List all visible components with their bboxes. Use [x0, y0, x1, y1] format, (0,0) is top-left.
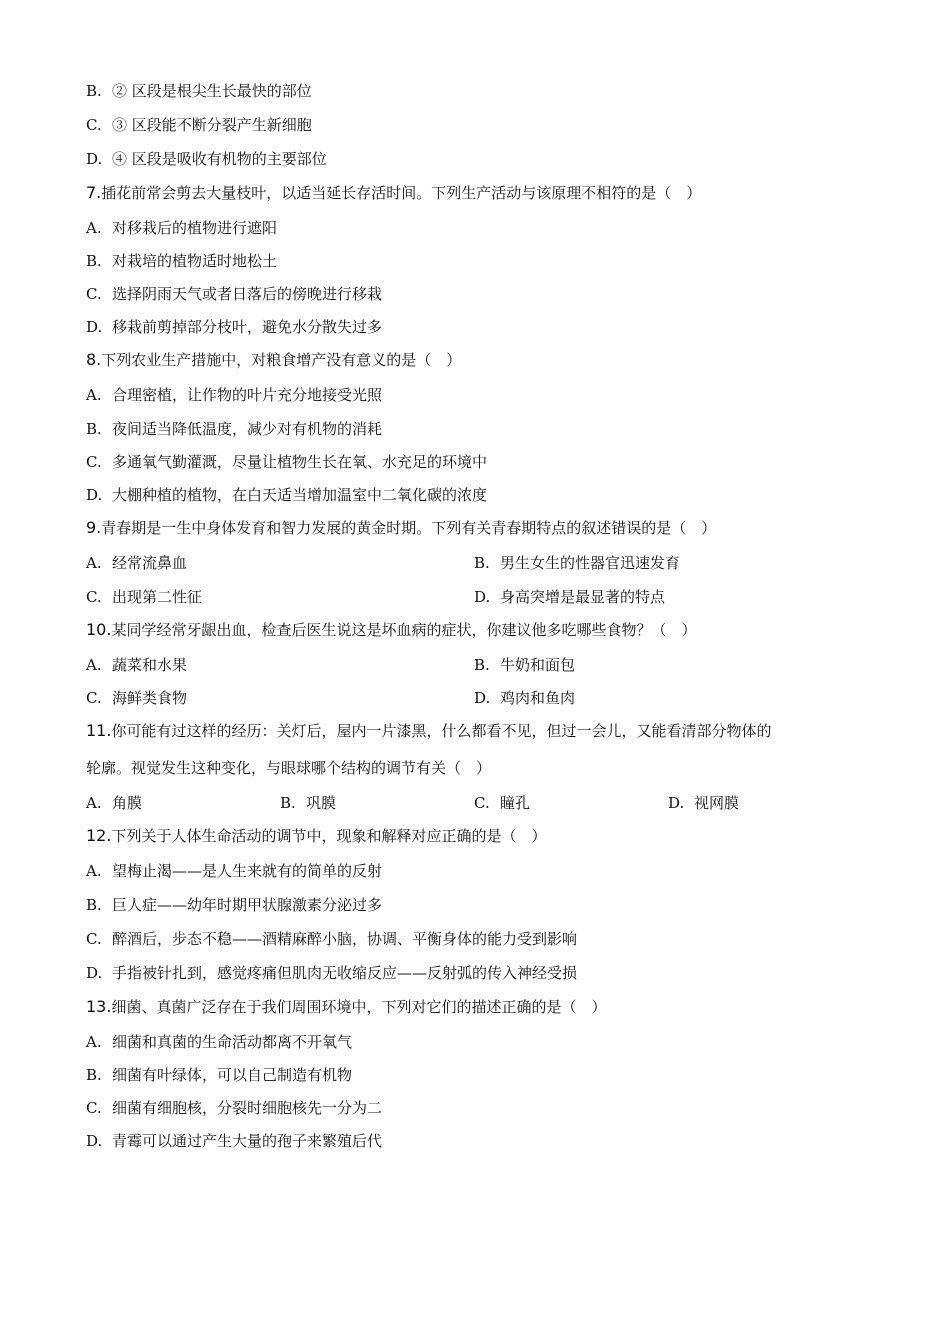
question-9-stem: [86, 518, 716, 538]
option-text: ④ 区段是吸收有机物的主要部位: [112, 150, 327, 168]
question-13-stem: [86, 997, 606, 1017]
option-letter: D.: [86, 486, 103, 504]
option-11c: [474, 793, 530, 813]
option-text: 细菌有细胞核，分裂时细胞核先一分为二: [112, 1099, 383, 1117]
option-text: 选择阴雨天气或者日落后的傍晚进行移栽: [112, 285, 383, 303]
question-number: 7.: [86, 183, 102, 202]
option-text: 身高突增是最显著的特点: [500, 588, 666, 606]
option-letter: D.: [86, 150, 103, 168]
option-12b: [86, 895, 382, 915]
question-11-stem-continued: [86, 758, 491, 778]
option-8b: [86, 419, 382, 439]
option-text: 合理密植，让作物的叶片充分地接受光照: [112, 386, 383, 404]
option-letter: B.: [474, 656, 490, 674]
option-letter: B.: [86, 252, 102, 270]
option-letter: B.: [280, 794, 296, 812]
question-number: 9.: [86, 518, 102, 537]
option-letter: C.: [86, 588, 102, 606]
option-text: 望梅止渴——是人生来就有的简单的反射: [112, 862, 383, 880]
option-10b: [474, 655, 575, 675]
option-letter: D.: [86, 318, 103, 336]
option-10c: [86, 688, 187, 708]
option-letter: B.: [474, 554, 490, 572]
option-letter: A.: [86, 656, 102, 674]
question-number: 12.: [86, 826, 112, 845]
option-text: 鸡肉和鱼肉: [500, 689, 576, 707]
question-text: 插花前常会剪去大量枝叶，以适当延长存活时间。下列生产活动与该原理不相符的是（ ）: [101, 184, 702, 202]
option-13d: [86, 1131, 382, 1151]
option-13b: [86, 1065, 352, 1085]
question-number: 8.: [86, 350, 102, 369]
option-9b: [474, 553, 680, 573]
option-6d: [86, 149, 327, 169]
question-text: 你可能有过这样的经历：关灯后，屋内一片漆黑，什么都看不见，但过一会儿，又能看清部分物体的: [111, 722, 772, 740]
question-12-stem: [86, 826, 546, 846]
option-letter: A.: [86, 554, 102, 572]
option-letter: A.: [86, 1033, 102, 1051]
option-letter: B.: [86, 82, 102, 100]
option-7a: [86, 218, 277, 238]
question-10-stem: [86, 620, 696, 640]
option-12c: [86, 929, 577, 949]
option-letter: C.: [86, 453, 102, 471]
option-9d: [474, 587, 665, 607]
option-12d: [86, 963, 577, 983]
option-text: 手指被针扎到，感觉疼痛但肌肉无收缩反应——反射弧的传入神经受损: [112, 964, 578, 982]
option-7b: [86, 251, 277, 271]
option-8c: [86, 452, 487, 472]
option-text: 对栽培的植物适时地松土: [112, 252, 278, 270]
option-text: 细菌和真菌的生命活动都离不开氧气: [112, 1033, 353, 1051]
option-text: 角膜: [112, 794, 143, 812]
option-9c: [86, 587, 202, 607]
option-text: 巨人症——幼年时期甲状腺激素分泌过多: [112, 896, 383, 914]
option-text: 青霉可以通过产生大量的孢子来繁殖后代: [112, 1132, 383, 1150]
option-7d: [86, 317, 382, 337]
option-text: 移栽前剪掉部分枝叶，避免水分散失过多: [112, 318, 383, 336]
option-11a: [86, 793, 142, 813]
option-8d: [86, 485, 487, 505]
option-text: 巩膜: [306, 794, 337, 812]
question-text: 下列农业生产措施中，对粮食增产没有意义的是（ ）: [101, 351, 462, 369]
option-letter: B.: [86, 1066, 102, 1084]
question-text: 下列关于人体生命活动的调节中，现象和解释对应正确的是（ ）: [111, 827, 547, 845]
option-text: ③ 区段能不断分裂产生新细胞: [112, 116, 312, 134]
option-text: 海鲜类食物: [112, 689, 188, 707]
question-number: 10.: [86, 620, 112, 639]
option-12a: [86, 861, 382, 881]
option-13c: [86, 1098, 382, 1118]
option-text: 经常流鼻血: [112, 554, 188, 572]
option-text: 多通氧气勤灌溉，尽量让植物生长在氧、水充足的环境中: [112, 453, 488, 471]
question-number: 13.: [86, 997, 112, 1016]
option-letter: A.: [86, 862, 102, 880]
option-7c: [86, 284, 382, 304]
option-text: 出现第二性征: [112, 588, 203, 606]
option-text: 对移栽后的植物进行遮阳: [112, 219, 278, 237]
option-text: 细菌有叶绿体，可以自己制造有机物: [112, 1066, 353, 1084]
option-9a: [86, 553, 187, 573]
question-7-stem: [86, 183, 701, 203]
option-letter: D.: [86, 964, 103, 982]
option-text: 瞳孔: [500, 794, 531, 812]
option-text: 牛奶和面包: [500, 656, 576, 674]
option-text: 醉酒后，步态不稳——酒精麻醉小脑，协调、平衡身体的能力受到影响: [112, 930, 578, 948]
option-text: 蔬菜和水果: [112, 656, 188, 674]
option-6b: [86, 81, 312, 101]
option-letter: B.: [86, 420, 102, 438]
option-letter: D.: [474, 588, 491, 606]
option-6c: [86, 115, 312, 135]
option-10a: [86, 655, 187, 675]
option-10d: [474, 688, 575, 708]
option-letter: C.: [86, 285, 102, 303]
question-11-stem: [86, 721, 771, 741]
option-letter: D.: [86, 1132, 103, 1150]
option-letter: C.: [86, 116, 102, 134]
question-8-stem: [86, 350, 461, 370]
option-8a: [86, 385, 382, 405]
option-letter: C.: [474, 794, 490, 812]
option-text: 夜间适当降低温度，减少对有机物的消耗: [112, 420, 383, 438]
question-text: 轮廓。视觉发生这种变化，与眼球哪个结构的调节有关（ ）: [86, 759, 492, 777]
option-text: 大棚种植的植物，在白天适当增加温室中二氧化碳的浓度: [112, 486, 488, 504]
option-13a: [86, 1032, 352, 1052]
option-letter: D.: [474, 689, 491, 707]
option-text: 视网膜: [694, 794, 740, 812]
option-11d: [668, 793, 739, 813]
option-letter: A.: [86, 386, 102, 404]
question-text: 某同学经常牙龈出血，检查后医生说这是坏血病的症状，你建议他多吃哪些食物？（ ）: [111, 621, 697, 639]
question-text: 青春期是一生中身体发育和智力发展的黄金时期。下列有关青春期特点的叙述错误的是（ ）: [101, 519, 717, 537]
option-letter: A.: [86, 219, 102, 237]
option-letter: C.: [86, 930, 102, 948]
question-text: 细菌、真菌广泛存在于我们周围环境中，下列对它们的描述正确的是（ ）: [111, 998, 607, 1016]
option-letter: B.: [86, 896, 102, 914]
option-letter: D.: [668, 794, 685, 812]
question-number: 11.: [86, 721, 112, 740]
option-letter: C.: [86, 1099, 102, 1117]
option-letter: A.: [86, 794, 102, 812]
option-11b: [280, 793, 336, 813]
option-text: 男生女生的性器官迅速发育: [500, 554, 681, 572]
option-text: ② 区段是根尖生长最快的部位: [112, 82, 312, 100]
option-letter: C.: [86, 689, 102, 707]
